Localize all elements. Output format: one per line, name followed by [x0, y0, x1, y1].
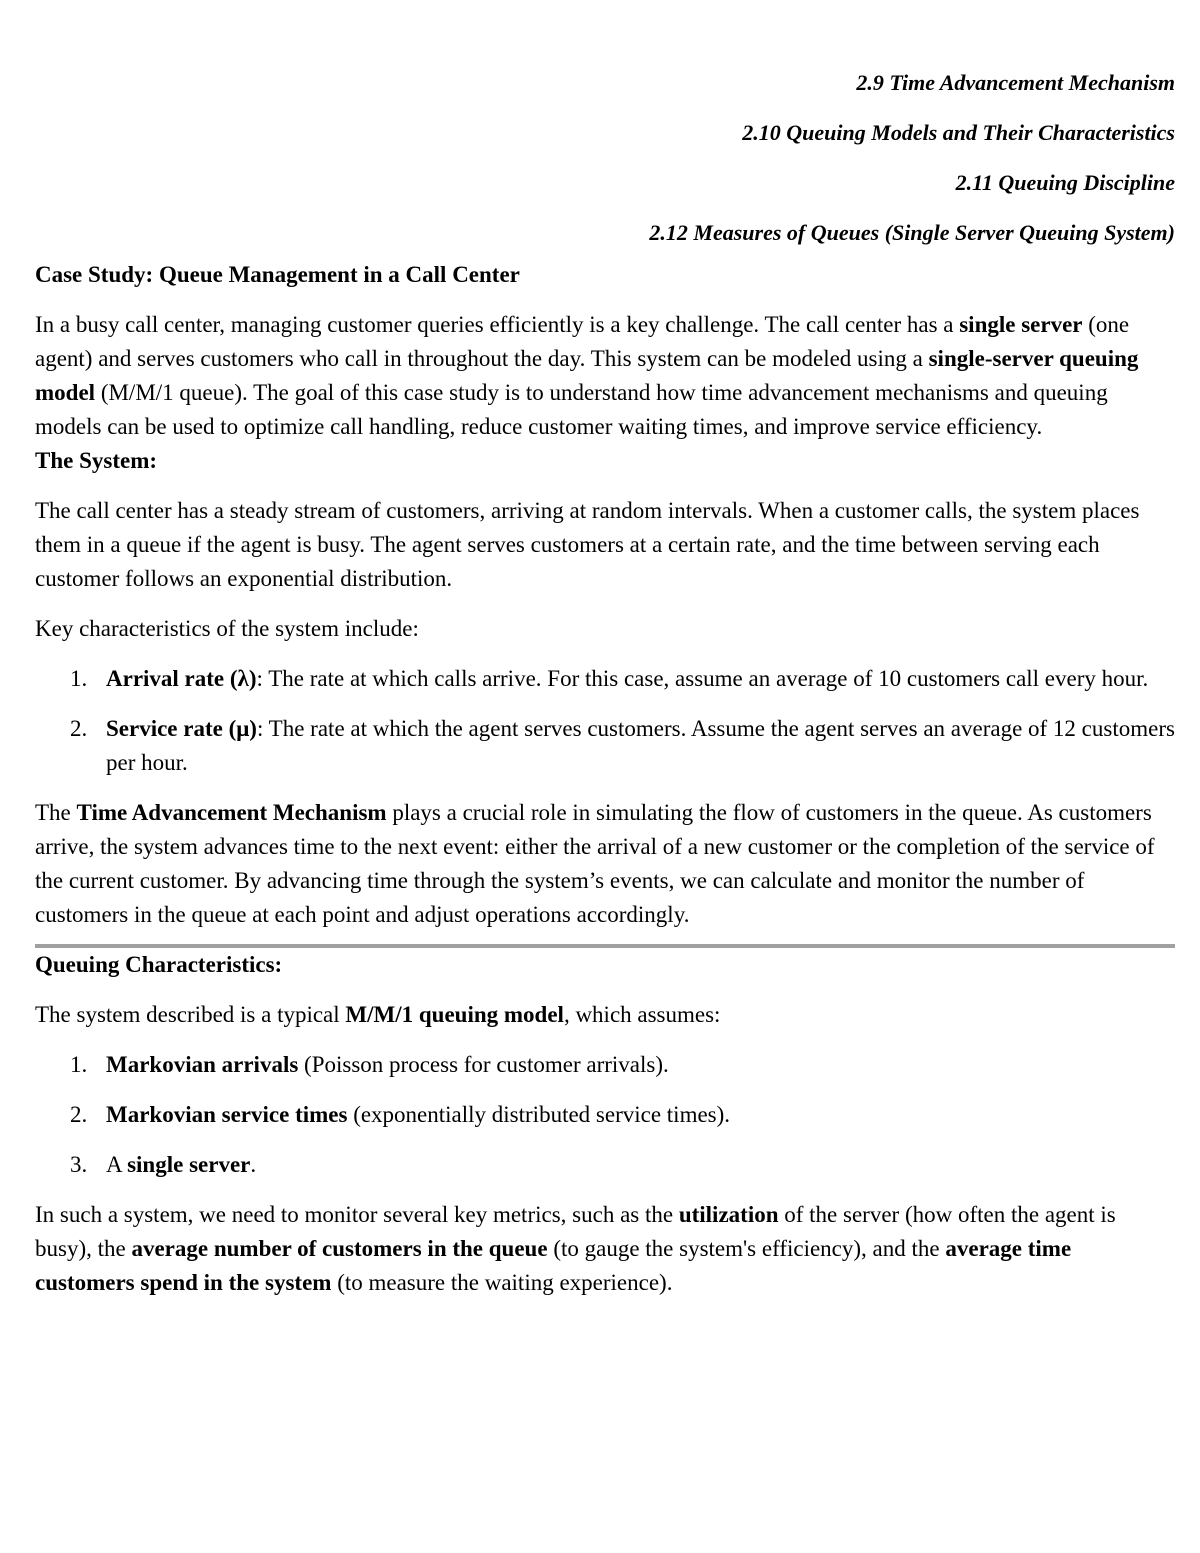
bold-term: Service rate (μ)	[106, 716, 257, 741]
list-number: 1.	[70, 1052, 88, 1077]
table-of-contents	[35, 58, 1175, 258]
text-run: (one agent) and serves customers who call in throughout the day. This system can be modeled using a	[35, 312, 1130, 371]
metrics-paragraph	[35, 1198, 1175, 1300]
text-run: A	[106, 1152, 128, 1177]
list-item	[35, 1048, 1175, 1082]
bold-term: single-server queuing model	[35, 346, 1139, 405]
bold-term: Arrival rate (λ)	[106, 666, 257, 691]
list-number: 3.	[70, 1152, 88, 1177]
text-run: plays a crucial role in simulating the flow of customers in the queue. As customers arrive, the system advances time to the next event: either the arrival of a new customer or the completion of the service of the current customer. By advancing time through the system’s events, we can calculate and monitor the number of customers in the queue at each point and adjust operations accordingly.	[35, 800, 1155, 927]
text-run: (exponentially distributed service times).	[347, 1102, 731, 1127]
key-characteristics-list	[35, 662, 1175, 780]
list-item	[35, 1098, 1175, 1132]
queuing-assumptions-list	[35, 1048, 1175, 1182]
document-page	[35, 0, 1175, 1300]
text-run: In such a system, we need to monitor several key metrics, such as the	[35, 1202, 679, 1227]
text-run: In a busy call center, managing customer queries efficiently is a key challenge. The call center has a	[35, 312, 960, 337]
system-heading: The System:	[35, 448, 158, 473]
text-run: , which assumes:	[563, 1002, 721, 1027]
queuing-characteristics-heading: Queuing Characteristics:	[35, 952, 283, 977]
text-run: The	[35, 800, 77, 825]
toc-item: 2.11 Queuing Discipline	[955, 170, 1175, 195]
bold-term: single server	[959, 312, 1083, 337]
list-item	[35, 662, 1175, 696]
list-number: 2.	[70, 716, 88, 741]
bold-term: Markovian service times	[106, 1102, 348, 1127]
case-study-title: Case Study: Queue Management in a Call Center	[35, 262, 520, 287]
time-advancement-paragraph	[35, 796, 1175, 932]
toc-item: 2.9 Time Advancement Mechanism	[856, 70, 1175, 95]
text-run: (Poisson process for customer arrivals).	[298, 1052, 669, 1077]
bold-term: Markovian arrivals	[106, 1052, 299, 1077]
list-number: 2.	[70, 1102, 88, 1127]
bold-term: single server	[127, 1152, 251, 1177]
text-run: : The rate at which calls arrive. For this case, assume an average of 10 customers call every hour.	[256, 666, 1149, 691]
text-run: .	[250, 1152, 257, 1177]
list-item	[35, 712, 1175, 780]
bold-term: utilization	[678, 1202, 779, 1227]
text-run: The system described is a typical	[35, 1002, 346, 1027]
text-run: : The rate at which the agent serves customers. Assume the agent serves an average of 12 customers per hour.	[106, 716, 1175, 775]
bold-term: M/M/1 queuing model	[345, 1002, 564, 1027]
text-run: of the server (how often the agent is busy), the	[35, 1202, 1116, 1261]
bold-term: average number of customers in the queue	[131, 1236, 548, 1261]
key-characteristics-intro: Key characteristics of the system include:	[35, 616, 419, 641]
text-run: (M/M/1 queue). The goal of this case study is to understand how time advancement mechanisms and queuing models can be used to optimize call handling, reduce customer waiting times, and improve service efficiency.	[35, 380, 1108, 439]
list-number: 1.	[70, 666, 88, 691]
text-run: (to gauge the system's efficiency), and the	[547, 1236, 946, 1261]
text-run: (to measure the waiting experience).	[331, 1270, 673, 1295]
toc-item: 2.10 Queuing Models and Their Characteristics	[742, 120, 1175, 145]
bold-term: average time customers spend in the system	[35, 1236, 1072, 1295]
bold-term: Time Advancement Mechanism	[76, 800, 387, 825]
case-study-intro-paragraph	[35, 308, 1175, 444]
system-paragraph: The call center has a steady stream of customers, arriving at random intervals. When a customer calls, the system places them in a queue if the agent is busy. The agent serves customers at a certain rate, and the time between serving each customer follows an exponential distribution.	[35, 498, 1140, 591]
queuing-intro-paragraph	[35, 998, 1175, 1032]
list-item	[35, 1148, 1175, 1182]
toc-item: 2.12 Measures of Queues (Single Server Queuing System)	[649, 220, 1175, 245]
